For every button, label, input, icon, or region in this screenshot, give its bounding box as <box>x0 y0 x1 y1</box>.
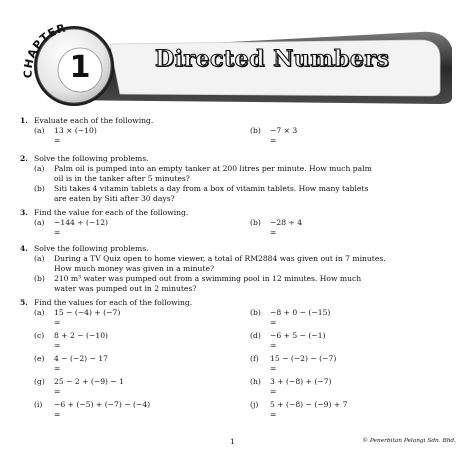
question-instruction: Solve the following problems. <box>34 154 149 163</box>
answer-equals: = <box>270 364 277 373</box>
part-expression: −7 × 3 <box>270 126 298 135</box>
answer-equals: = <box>54 341 61 350</box>
part-label: (a) <box>34 164 45 173</box>
question-instruction: Solve the following problems. <box>34 244 149 253</box>
answer-equals: = <box>54 136 61 145</box>
part-expression: 4 − (−2) − 17 <box>54 354 108 363</box>
part-expression: 25 − 2 + (−9) − 1 <box>54 377 125 386</box>
part-text-line: Palm oil is pumped into an empty tanker at 200 litres per minute. How much palm <box>54 164 372 173</box>
part-label: (b) <box>34 184 45 193</box>
part-label: (a) <box>34 254 45 263</box>
part-label: (a) <box>34 308 45 317</box>
part-label: (h) <box>250 377 261 386</box>
part-text-line: During a TV Quiz open to home viewer, a total of RM2884 was given out in 7 minutes. <box>54 254 386 263</box>
question-instruction: Find the values for each of the following. <box>34 298 193 307</box>
part-label: (i) <box>34 400 43 409</box>
answer-equals: = <box>270 387 277 396</box>
part-label: (e) <box>34 354 45 363</box>
copyright-notice: © Penerbitan Pelangi Sdn. Bhd. <box>362 438 456 444</box>
answer-equals: = <box>54 228 61 237</box>
part-expression: 15 − (−2) − (−7) <box>270 354 337 363</box>
answer-equals: = <box>270 318 277 327</box>
svg-text:CHAPTER: CHAPTER <box>21 22 68 79</box>
question-number: 5. <box>20 298 28 307</box>
answer-equals: = <box>54 364 61 373</box>
part-text-line: water was pumped out in 2 minutes? <box>54 284 197 293</box>
answer-equals: = <box>270 341 277 350</box>
question-number: 4. <box>20 244 28 253</box>
part-label: (f) <box>250 354 259 363</box>
question-instruction: Evaluate each of the following. <box>34 116 154 125</box>
answer-equals: = <box>270 410 277 419</box>
part-expression: −144 ÷ (−12) <box>54 218 108 227</box>
part-label: (b) <box>250 126 261 135</box>
answer-equals: = <box>270 228 277 237</box>
part-label: (j) <box>250 400 259 409</box>
part-label: (b) <box>34 274 45 283</box>
part-expression: 13 × (−10) <box>54 126 97 135</box>
part-expression: 15 − (−4) + (−7) <box>54 308 121 317</box>
answer-equals: = <box>54 387 61 396</box>
part-text-line: How much money was given in a minute? <box>54 264 215 273</box>
chapter-header <box>0 0 468 108</box>
part-text-line: Siti takes 4 vitamin tablets a day from a box of vitamin tablets. How many tablets <box>54 184 369 193</box>
part-label: (b) <box>250 218 261 227</box>
part-expression: −6 + 5 − (−1) <box>270 331 326 340</box>
part-expression: −28 ÷ 4 <box>270 218 303 227</box>
part-label: (a) <box>34 126 45 135</box>
part-text-line: are eaten by Siti after 30 days? <box>54 194 175 203</box>
part-label: (a) <box>34 218 45 227</box>
question-number: 3. <box>20 208 28 217</box>
part-label: (c) <box>34 331 45 340</box>
part-text-line: oil is in the tanker after 5 minutes? <box>54 174 190 183</box>
question-number: 1. <box>20 116 28 125</box>
question-instruction: Find the value for each of the following. <box>34 208 189 217</box>
part-expression: −8 + 0 − (−15) <box>270 308 331 317</box>
part-label: (d) <box>250 331 261 340</box>
answer-equals: = <box>54 318 61 327</box>
answer-equals: = <box>270 136 277 145</box>
part-label: (b) <box>250 308 261 317</box>
chapter-number: 1 <box>69 50 91 85</box>
part-expression: −6 + (−5) + (−7) − (−4) <box>54 400 151 409</box>
part-label: (g) <box>34 377 45 386</box>
part-text-line: 210 m³ water was pumped out from a swimming pool in 12 minutes. How much <box>54 274 362 283</box>
question-number: 2. <box>20 154 28 163</box>
page-number: 1 <box>230 437 235 446</box>
answer-equals: = <box>54 410 61 419</box>
part-expression: 8 + 2 − (−10) <box>54 331 108 340</box>
chapter-title: Directed Numbers <box>155 46 390 72</box>
part-expression: 5 + (−8) − (−9) + 7 <box>270 400 348 409</box>
part-expression: 3 + (−8) + (−7) <box>270 377 332 386</box>
